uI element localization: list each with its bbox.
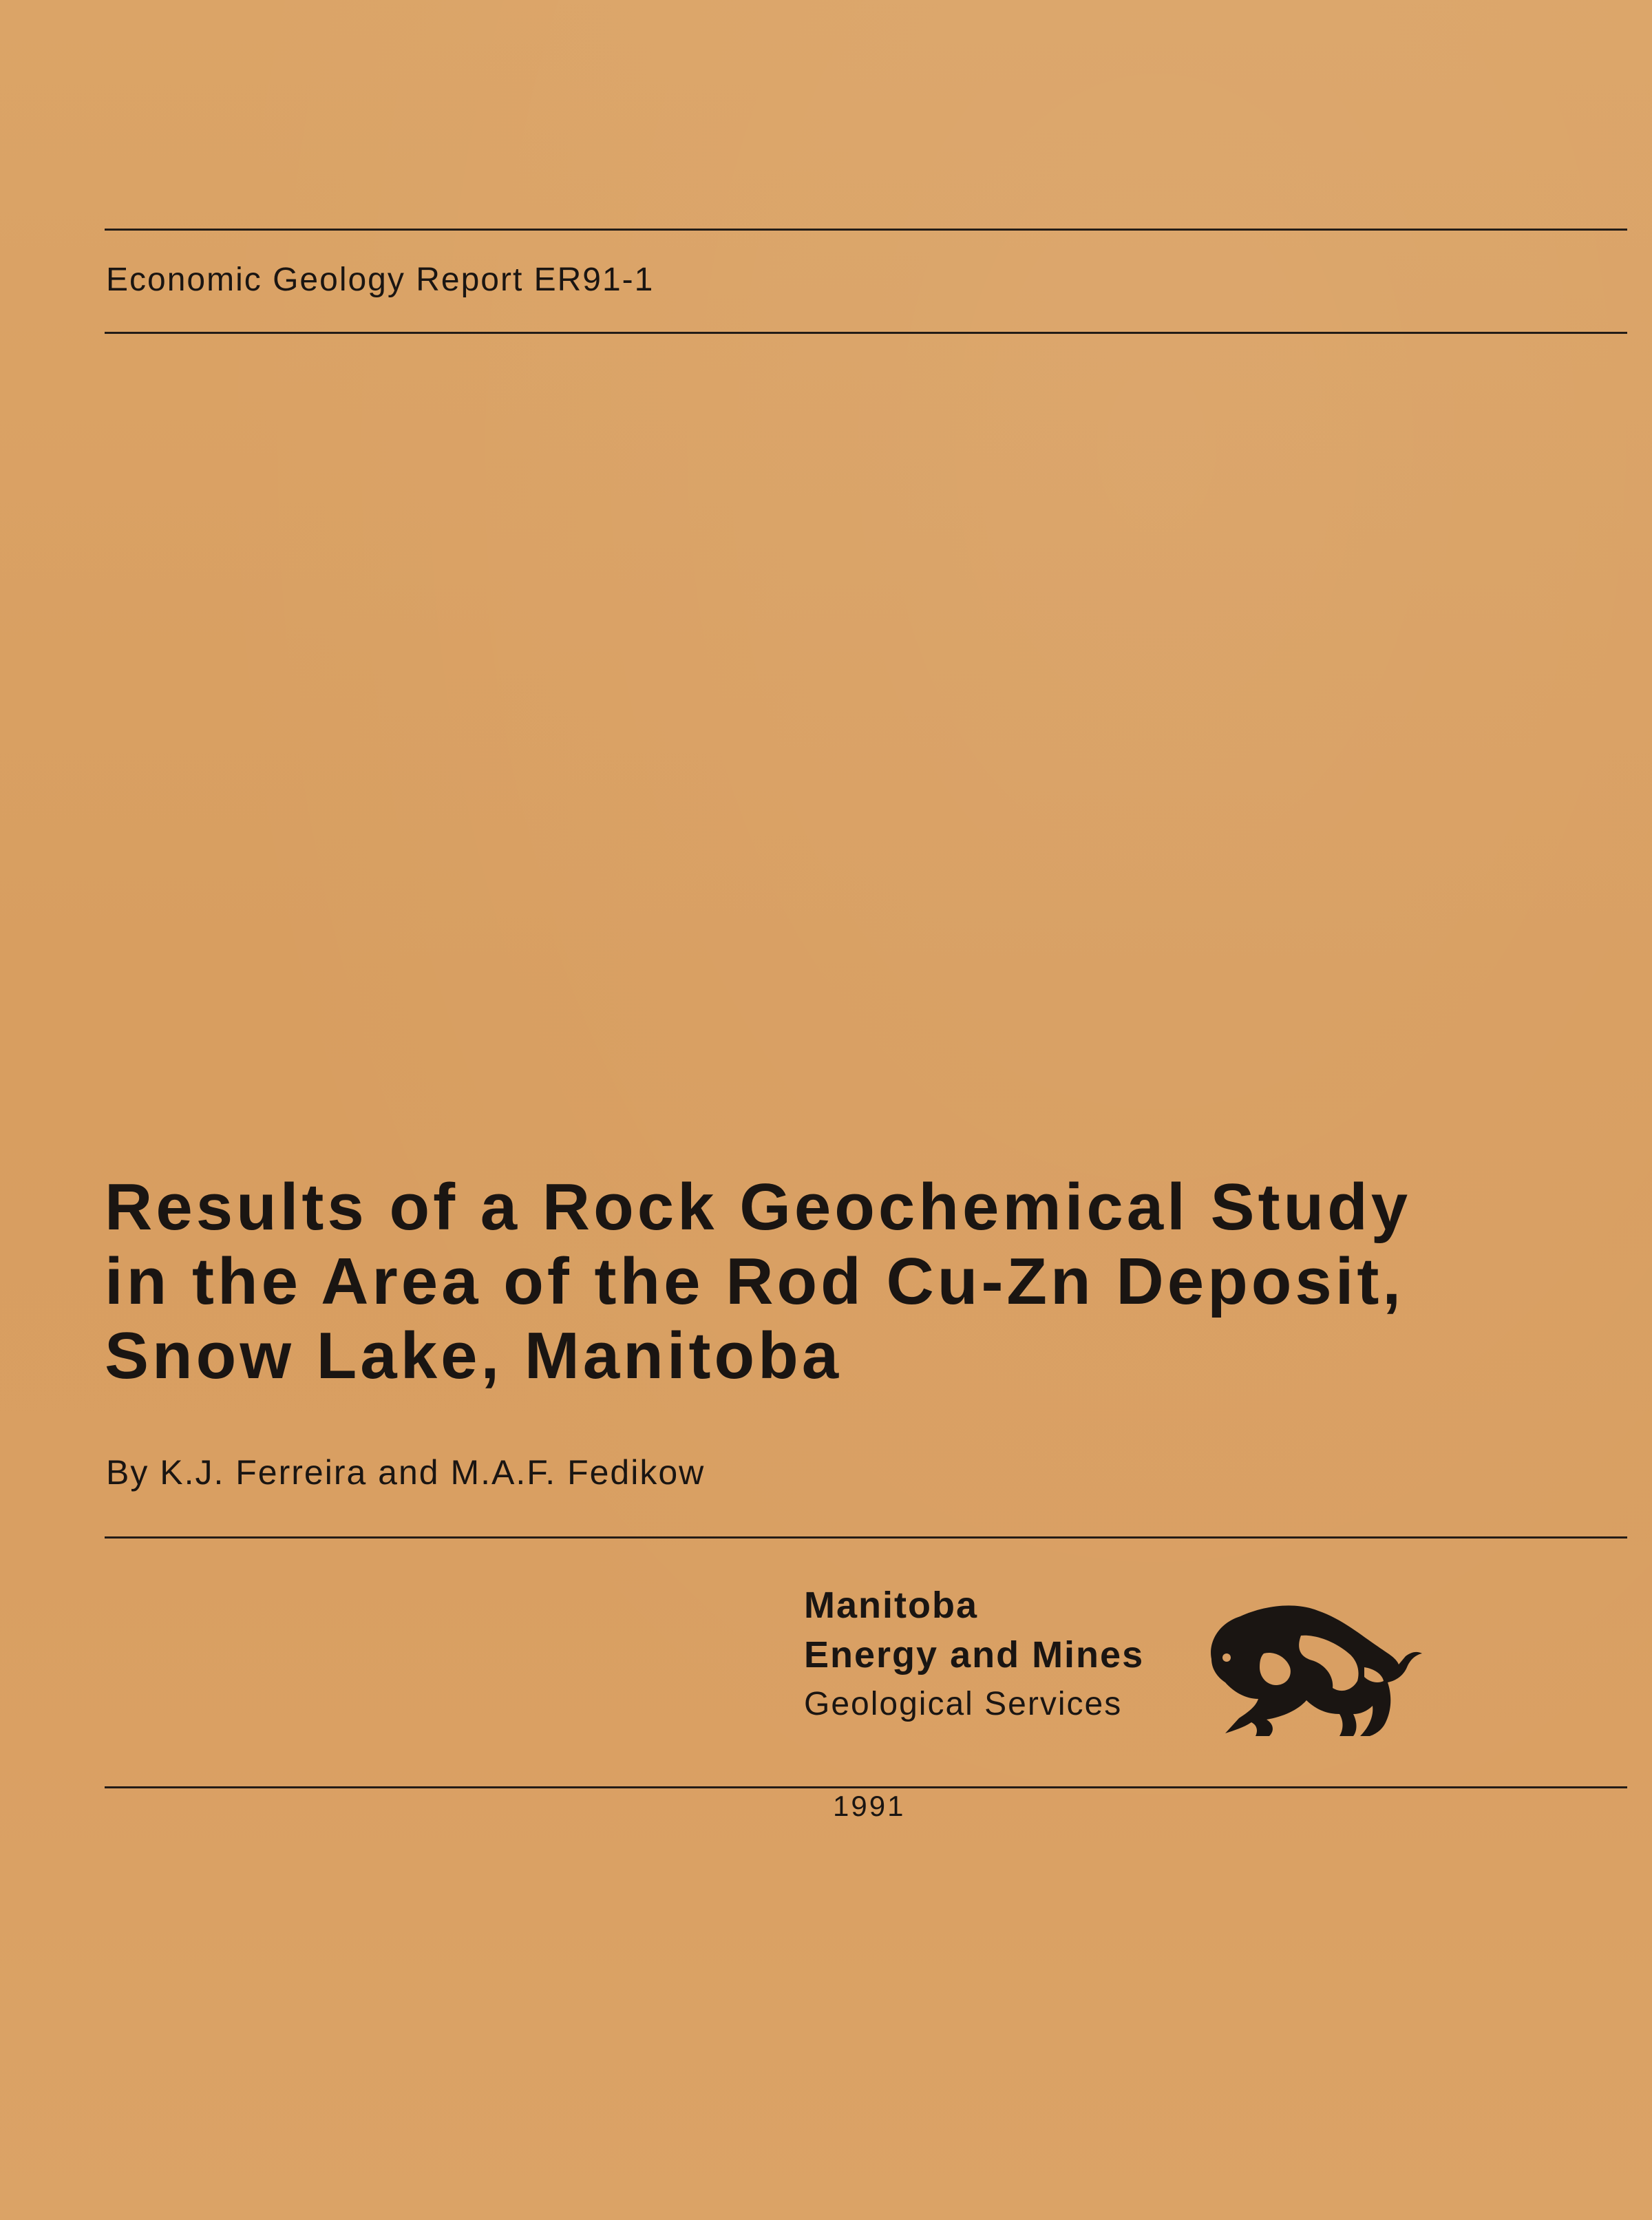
title-line-3: Snow Lake, Manitoba: [105, 1319, 843, 1393]
top-rule: [105, 229, 1627, 231]
publisher-department: Energy and Mines: [804, 1634, 1145, 1675]
bottom-rule: [105, 1786, 1627, 1788]
publisher-block: [804, 1581, 1144, 1729]
publication-year: 1991: [833, 1790, 906, 1822]
title-line-1: Results of a Rock Geochemical Study: [105, 1170, 1412, 1244]
series-label: Economic Geology Report ER91-1: [106, 262, 655, 298]
report-title: [105, 1170, 1605, 1393]
publisher-province: Manitoba: [804, 1585, 978, 1626]
publisher-top-rule: [105, 1536, 1627, 1539]
authors-line: By K.J. Ferreira and M.A.F. Fedikow: [106, 1453, 706, 1492]
title-line-2: in the Area of the Rod Cu-Zn Deposit,: [105, 1245, 1405, 1318]
bison-icon: [1198, 1596, 1425, 1737]
series-rule: [105, 332, 1627, 334]
publisher-division: Geological Services: [804, 1686, 1123, 1722]
